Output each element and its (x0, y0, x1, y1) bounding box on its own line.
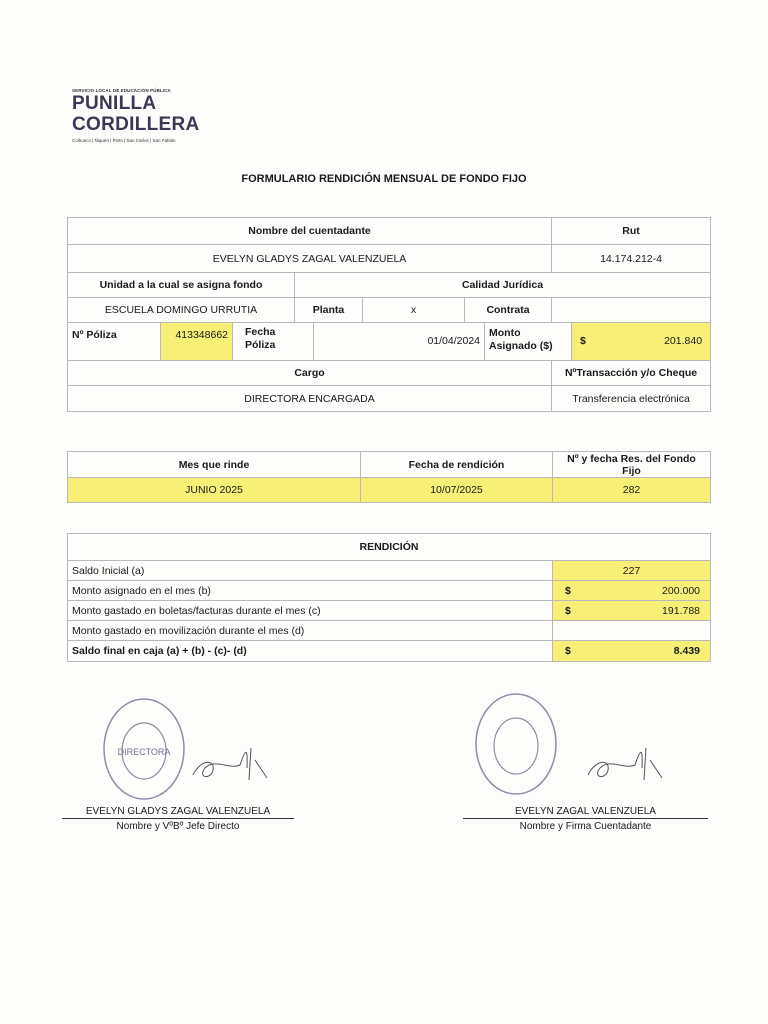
logo-line-2: CORDILLERA (72, 114, 200, 135)
monto-asignado-value: 201.840 (664, 335, 703, 347)
right-signature-block (463, 806, 708, 832)
cargo-value: DIRECTORA ENCARGADA (68, 386, 552, 412)
row-label: Saldo Inicial (a) (68, 561, 553, 581)
row-value (553, 621, 711, 641)
row-value: 200.000 (662, 584, 701, 597)
rendicion-title: RENDICIÓN (68, 534, 711, 561)
fecha-poliza-value: 01/04/2024 (314, 323, 485, 360)
row-label: Monto gastado en boletas/facturas durante el mes (c) (68, 601, 553, 621)
row-currency: $ (565, 584, 571, 597)
row-value: 191.788 (662, 604, 701, 617)
period-table (67, 451, 711, 503)
transaccion-value: Transferencia electrónica (552, 386, 711, 412)
row-currency: $ (565, 645, 571, 657)
fecha-rendicion-value: 10/07/2025 (361, 478, 553, 503)
left-signer-caption: Nombre y VºBº Jefe Directo (116, 821, 240, 832)
contrata-label: Contrata (465, 298, 552, 323)
contrata-value (552, 298, 711, 323)
unidad-value: ESCUELA DOMINGO URRUTIA (68, 298, 295, 323)
rendicion-table (67, 533, 711, 662)
row-value: 227 (553, 561, 711, 581)
monto-asignado-label: Monto Asignado ($) (485, 323, 572, 360)
right-signer-name: EVELYN ZAGAL VALENZUELA (463, 806, 708, 819)
right-signature (580, 740, 665, 790)
left-stamp (100, 695, 188, 803)
mes-value: JUNIO 2025 (68, 478, 361, 503)
left-signature-block (62, 806, 294, 832)
header-mes: Mes que rinde (68, 452, 361, 478)
nombre-value: EVELYN GLADYS ZAGAL VALENZUELA (68, 245, 552, 273)
fecha-poliza-label: Fecha Póliza (233, 323, 314, 360)
header-calidad: Calidad Jurídica (295, 273, 711, 298)
left-signature (185, 740, 270, 790)
monto-asignado-cell (572, 323, 710, 360)
left-signer-name: EVELYN GLADYS ZAGAL VALENZUELA (62, 806, 294, 819)
row-label: Monto gastado en movilización durante el mes (d) (68, 621, 553, 641)
poliza-row (68, 323, 711, 361)
poliza-value: 413348662 (161, 323, 233, 360)
row-value-cell (553, 641, 711, 662)
header-res: Nº y fecha Res. del Fondo Fijo (553, 452, 711, 478)
row-value-cell (553, 601, 711, 621)
monto-currency: $ (580, 335, 586, 347)
cuentadante-table (67, 217, 711, 412)
planta-label: Planta (295, 298, 363, 323)
row-currency: $ (565, 604, 571, 617)
rut-value: 14.174.212-4 (552, 245, 711, 273)
header-rut: Rut (552, 218, 711, 245)
header-nombre: Nombre del cuentadante (68, 218, 552, 245)
stamp-center-text: DIRECTORA (117, 747, 171, 757)
organization-logo (72, 88, 200, 143)
row-value-cell (553, 581, 711, 601)
row-value: 8.439 (673, 645, 701, 657)
document-title: FORMULARIO RENDICIÓN MENSUAL DE FONDO FIJO (241, 173, 527, 185)
right-stamp (472, 690, 560, 798)
poliza-label: Nº Póliza (68, 323, 161, 360)
row-label: Saldo final en caja (a) + (b) - (c)- (d) (68, 641, 553, 662)
header-cargo: Cargo (68, 361, 552, 386)
header-unidad: Unidad a la cual se asigna fondo (68, 273, 295, 298)
header-fecha-rendicion: Fecha de rendición (361, 452, 553, 478)
planta-mark: x (363, 298, 465, 323)
right-signer-caption: Nombre y Firma Cuentadante (519, 821, 652, 832)
header-transaccion: NºTransacción y/o Cheque (552, 361, 711, 386)
logo-communes: Coihueco | Ñiquén | Pinto | San Carlos | San Fabián (72, 138, 176, 143)
row-label: Monto asignado en el mes (b) (68, 581, 553, 601)
logo-line-1: PUNILLA (72, 93, 157, 114)
logo-small-text: SERVICIO LOCAL DE EDUCACIÓN PÚBLICA (72, 88, 171, 93)
res-value: 282 (553, 478, 711, 503)
